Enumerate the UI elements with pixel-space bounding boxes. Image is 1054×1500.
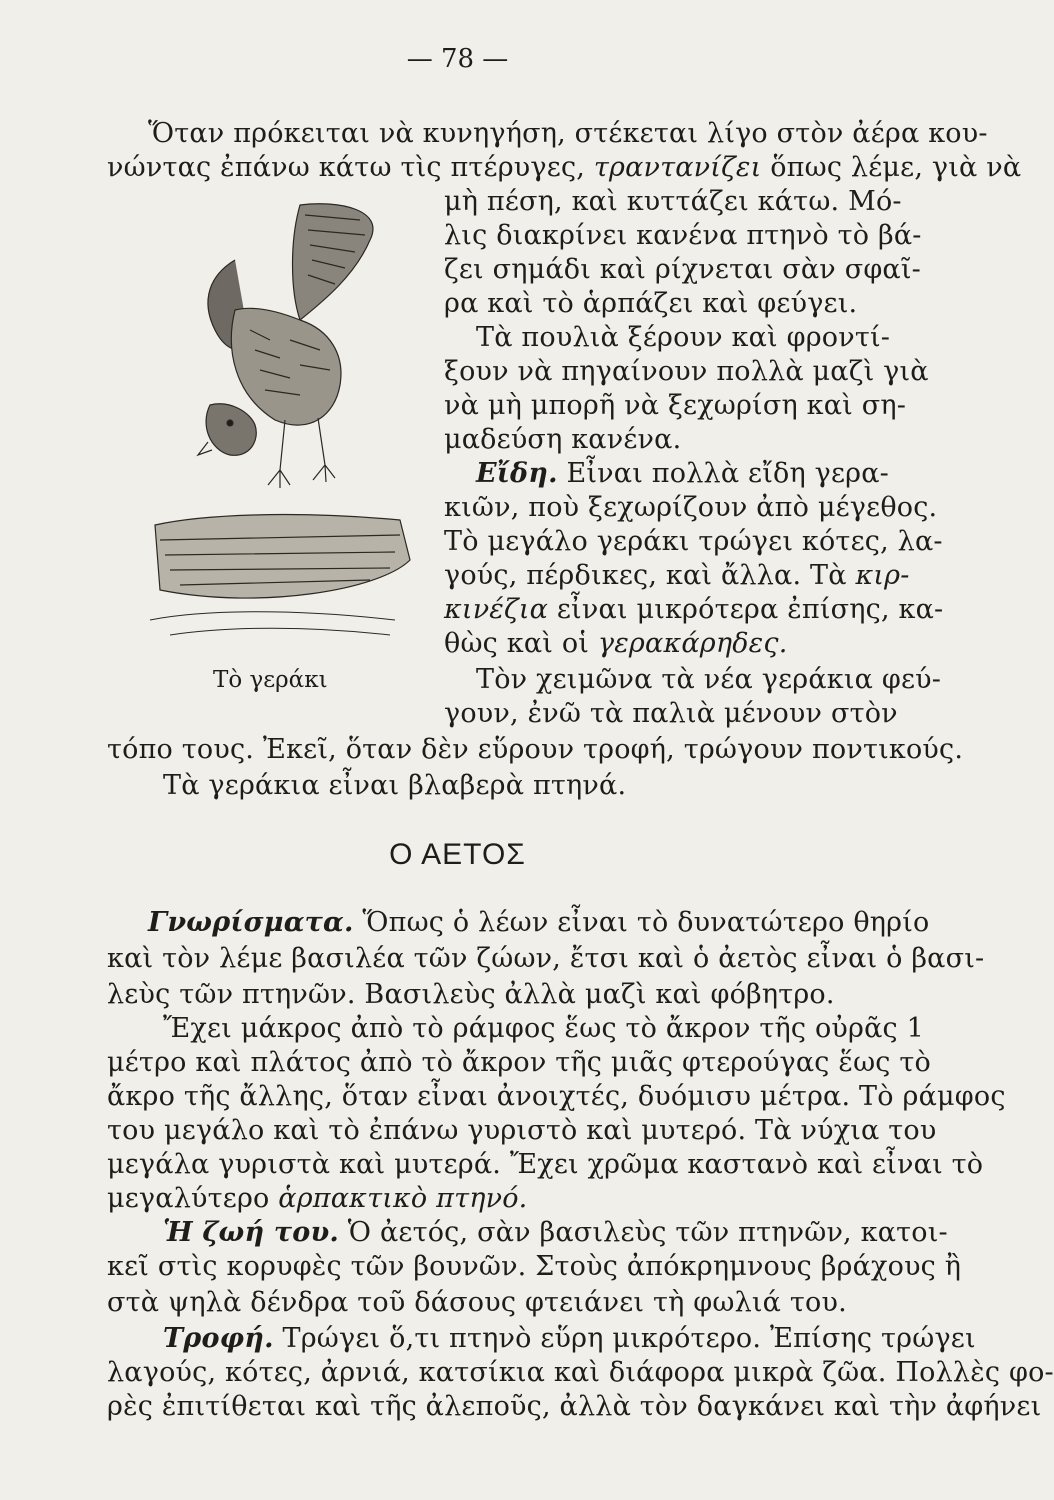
section-label: Τροφή. (163, 1323, 274, 1354)
section-label: Ἡ ζωή του. (163, 1217, 339, 1248)
italic-term: τραντανίζει (593, 152, 762, 183)
text-line: Τροφή. Τρώγει ὅ,τι πτηνὸ εὕρη μικρότερο. Ἐπίσης τρώγει (163, 1323, 976, 1354)
text-line: στὰ ψηλὰ δένδρα τοῦ δάσους φτειάνει τὴ φωλιά του. (107, 1287, 847, 1318)
text-line: καὶ τὸν λέμε βασιλέα τῶν ζώων, ἔτσι καὶ ὁ ἀετὸς εἶναι ὁ βασι- (107, 943, 985, 974)
text-line: νὰ μὴ μπορῆ νὰ ξεχωρίση καὶ ση- (444, 390, 907, 421)
text-line: ξουν νὰ πηγαίνουν πολλὰ μαζὶ γιὰ (444, 356, 929, 387)
text-line: Ἔχει μάκρος ἀπὸ τὸ ράμφος ἕως τὸ ἄκρον τῆς οὐρᾶς 1 (163, 1013, 925, 1044)
italic-term: κιρ- (855, 560, 910, 591)
text-line: μεγάλα γυριστὰ καὶ μυτερά. Ἔχει χρῶμα καστανὸ καὶ εἶναι τὸ (107, 1149, 984, 1180)
hawk-illustration (140, 180, 430, 660)
text-line: λαγούς, κότες, ἀρνιά, κατσίκια καὶ διάφορα μικρὰ ζῶα. Πολλὲς φο- (107, 1357, 1054, 1388)
text-line: Τὸν χειμῶνα τὰ νέα γεράκια φεύ- (476, 664, 942, 695)
text-line: Εἴδη. Εἶναι πολλὰ εἴδη γερα- (476, 458, 889, 489)
section-label: Εἴδη. (476, 458, 558, 489)
italic-term: ἁρπακτικὸ πτηνό. (278, 1183, 528, 1214)
italic-term: γερακάρηδες. (597, 628, 788, 659)
text-line: ρα καὶ τὸ ἁρπάζει καὶ φεύγει. (444, 288, 858, 319)
text-line: νώντας ἐπάνω κάτω τὶς πτέρυγες, τραντανίζει ὅπως λέμε, γιὰ νὰ (107, 152, 1022, 183)
text-line: μεγαλύτερο ἁρπακτικὸ πτηνό. (107, 1183, 528, 1214)
text-line: Ἡ ζωή του. Ὁ ἀετός, σὰν βασιλεὺς τῶν πτηνῶν, κατοι- (163, 1217, 948, 1248)
section-label: Γνωρίσματα. (148, 907, 354, 938)
text-line: ἄκρο τῆς ἄλλης, ὅταν εἶναι ἀνοιχτές, δυόμισυ μέτρα. Τὸ ράμφος (107, 1081, 1006, 1112)
text-line: μαδεύση κανένα. (444, 424, 682, 455)
text-line: Ὅταν πρόκειται νὰ κυνηγήση, στέκεται λίγο στὸν ἀέρα κου- (148, 118, 988, 149)
text-line: Γνωρίσματα. Ὅπως ὁ λέων εἶναι τὸ δυνατώτερο θηρίο (148, 907, 930, 938)
text-line: ρὲς ἐπιτίθεται καὶ τῆς ἀλεποῦς, ἀλλὰ τὸν δαγκάνει καὶ τὴν ἀφήνει (107, 1391, 1042, 1422)
text-line: γούς, πέρδικες, καὶ ἄλλα. Τὰ κιρ- (444, 560, 910, 591)
section-heading: Ο ΑΕΤΟΣ (389, 838, 526, 871)
text-line: λεὺς τῶν πτηνῶν. Βασιλεὺς ἀλλὰ μαζὶ καὶ φόβητρο. (107, 979, 835, 1010)
text-line: κιῶν, ποὺ ξεχωρίζουν ἀπὸ μέγεθος. (444, 492, 938, 523)
text-line: λις διακρίνει κανένα πτηνὸ τὸ βά- (444, 220, 922, 251)
page-number: — 78 — (406, 44, 509, 74)
text-line: θὼς καὶ οἱ γερακάρηδες. (444, 628, 788, 659)
text-line: του μεγάλο καὶ τὸ ἐπάνω γυριστὸ καὶ μυτερό. Τὰ νύχια του (107, 1115, 937, 1146)
text-line: κεῖ στὶς κορυφὲς τῶν βουνῶν. Στοὺς ἀπόκρημνους βράχους ἢ (107, 1251, 962, 1282)
text-line: γουν, ἐνῶ τὰ παλιὰ μένουν στὸν (444, 698, 898, 729)
text-line: μὴ πέση, καὶ κυττάζει κάτω. Μό- (444, 186, 902, 217)
figure-caption: Τὸ γεράκι (213, 667, 328, 693)
text-line: Τὸ μεγάλο γεράκι τρώγει κότες, λα- (444, 526, 943, 557)
text-line: τόπο τους. Ἐκεῖ, ὅταν δὲν εὕρουν τροφή, τρώγουν ποντικούς. (107, 734, 964, 765)
text-line: Τὰ γεράκια εἶναι βλαβερὰ πτηνά. (163, 770, 627, 801)
text-line: κινέζια εἶναι μικρότερα ἐπίσης, κα- (444, 594, 944, 625)
text-line: ζει σημάδι καὶ ρίχνεται σὰν σφαῖ- (444, 254, 921, 285)
text-line: Τὰ πουλιὰ ξέρουν καὶ φροντί- (476, 322, 891, 353)
italic-term: κινέζια (444, 594, 549, 625)
text-line: μέτρο καὶ πλάτος ἀπὸ τὸ ἄκρον τῆς μιᾶς φτερούγας ἕως τὸ (107, 1047, 932, 1078)
